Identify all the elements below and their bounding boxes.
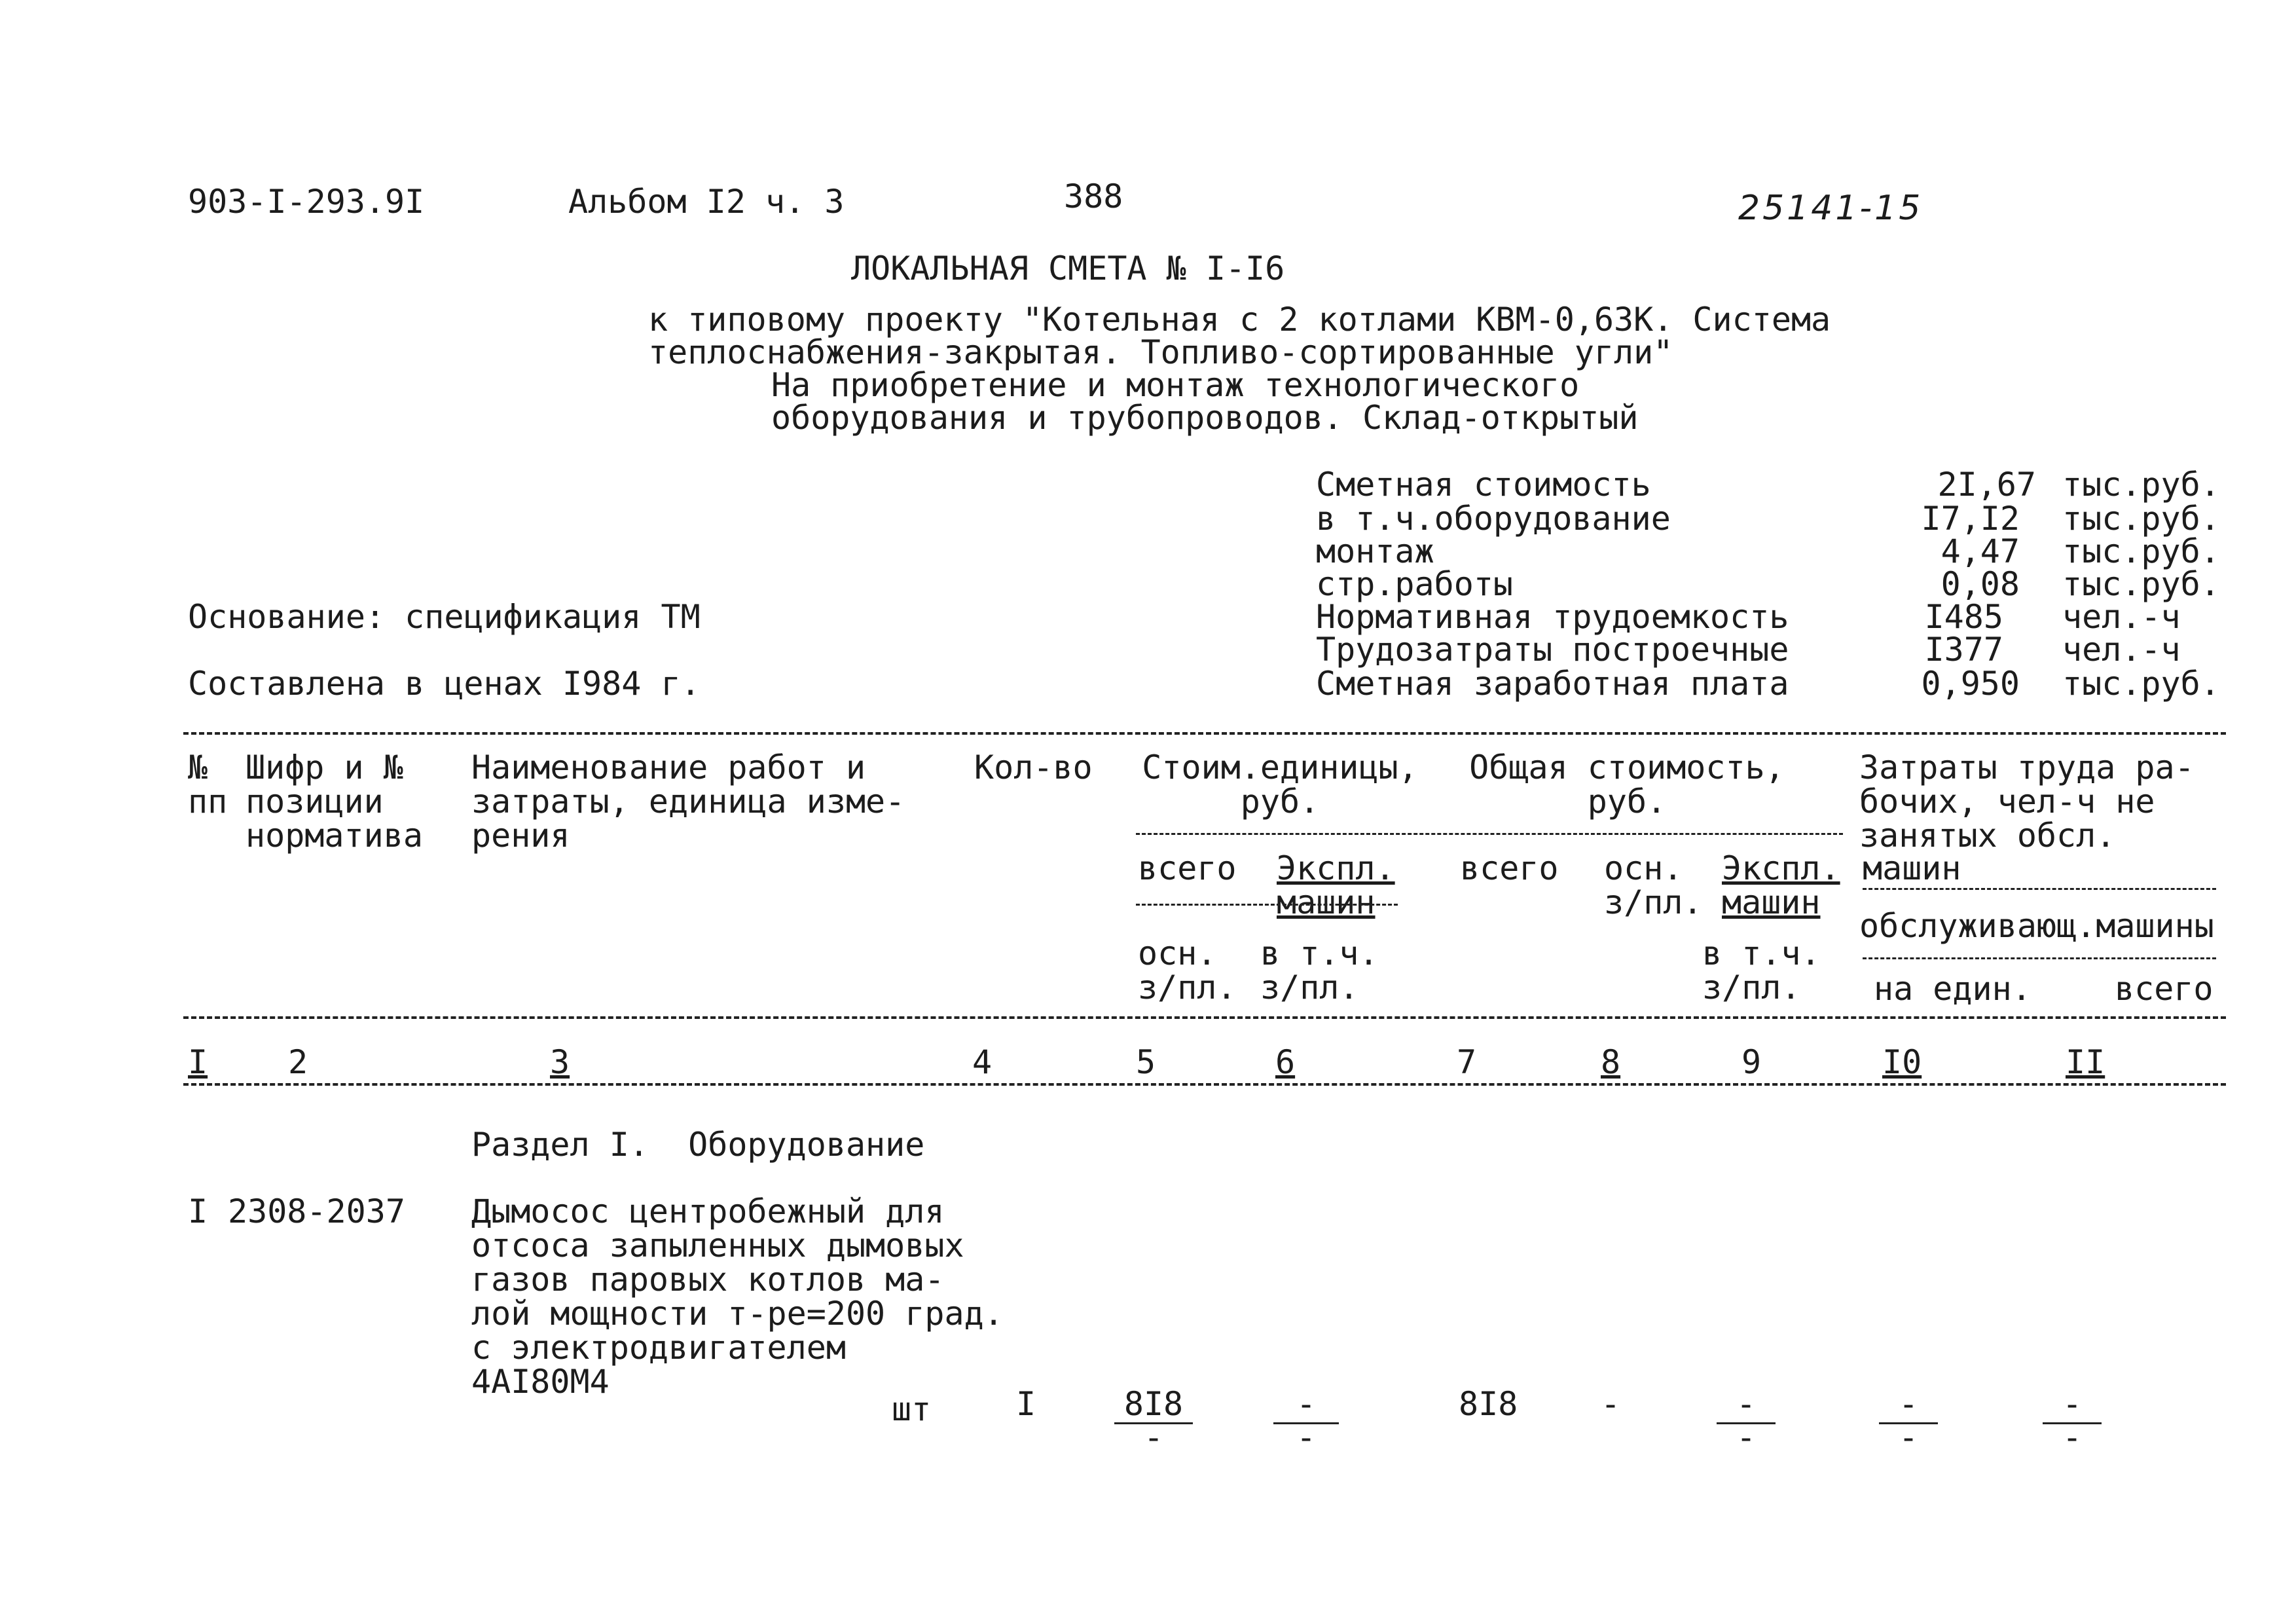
column-number: 7: [1457, 1043, 1477, 1081]
title-line-4: оборудования и трубопроводов. Склад-открытый: [771, 399, 1639, 437]
column-number: II: [2066, 1043, 2105, 1081]
labor-unit-value: -: [1879, 1387, 1938, 1424]
column-number: 2: [288, 1043, 308, 1081]
summary-label: монтаж: [1316, 532, 1434, 570]
column-numbers-rule: [183, 1083, 2226, 1086]
summary-value: 2I,67: [1937, 466, 2036, 504]
unit-cost-sub-rule: [1136, 904, 1398, 906]
unit-cost-expl-sub: -: [1296, 1418, 1317, 1456]
summary-unit: тыс.руб.: [2062, 532, 2220, 570]
col-header-vsego-1: всего: [1138, 849, 1237, 887]
summary-label: Сметная заработная плата: [1316, 665, 1789, 703]
col-header-num: № пп: [188, 748, 228, 821]
col-header-vsego-2: всего: [1460, 849, 1559, 887]
col-header-expl-2: Экспл. машин: [1722, 849, 1840, 921]
album-label: Альбом I2 ч. 3: [568, 183, 845, 221]
summary-value: 4,47: [1941, 532, 2020, 570]
summary-value: I485: [1924, 598, 2003, 636]
row-description: Дымосос центробежный для отсоса запыленных дымовых газов паровых котлов ма- лой мощности т-ре=200 град. с электродвигателем 4AI80M4: [471, 1192, 1004, 1401]
column-number: 3: [550, 1043, 570, 1081]
labor-total: [2043, 1385, 2102, 1456]
unit-cost-expl-value: -: [1273, 1387, 1339, 1424]
column-number: I0: [1882, 1043, 1922, 1081]
labor-total-value: -: [2043, 1387, 2102, 1424]
col-header-name: Наименование работ и затраты, единица изме- рения: [471, 748, 905, 855]
col-header-labor-machines: машин: [1863, 849, 1961, 887]
col-header-code: Шифр и № позиции норматива: [246, 748, 423, 855]
header-bottom-rule: [183, 1016, 2226, 1019]
total-expl-sub: -: [1736, 1418, 1757, 1456]
summary-label: Сметная стоимость: [1316, 466, 1651, 504]
col-header-total-cost: Общая стоимость, руб.: [1469, 748, 1785, 821]
summary-label: Трудозатраты построечные: [1316, 631, 1789, 669]
col-header-serving: обслуживающ.машины: [1859, 907, 2214, 945]
summary-unit: тыс.руб.: [2062, 665, 2220, 703]
summary-unit: тыс.руб.: [2062, 565, 2220, 603]
col-header-qty: Кол-во: [974, 748, 1093, 786]
labor-unit-sub: -: [1898, 1418, 1919, 1456]
basis-text: Основание: спецификация ТМ: [188, 598, 701, 636]
prices-text: Составлена в ценах I984 г.: [188, 665, 701, 703]
col-header-unit-cost: Стоим.единицы, руб.: [1142, 748, 1418, 821]
column-number: 4: [972, 1043, 993, 1081]
handwritten-number: 25141-15: [1738, 189, 1923, 228]
unit-cost-rule: [1136, 833, 1843, 835]
unit-cost-total-value: 8I8: [1114, 1387, 1193, 1424]
col-header-labor: Затраты труда ра- бочих, чел-ч не занятых обсл.: [1859, 748, 2195, 855]
col-header-vtch-1: в т.ч. з/пл.: [1260, 934, 1379, 1006]
labor-machines-rule: [1863, 888, 2216, 890]
labor-unit: [1879, 1385, 1938, 1456]
total-expl-value: -: [1717, 1387, 1776, 1424]
header-top-rule: [183, 732, 2226, 735]
summary-value: I7,I2: [1921, 500, 2020, 538]
col-header-per-unit: на един.: [1874, 970, 2032, 1008]
column-number: 6: [1275, 1043, 1296, 1081]
column-number: 5: [1136, 1043, 1156, 1081]
summary-value: 0,950: [1921, 665, 2020, 703]
col-header-vtch-2: в т.ч. з/пл.: [1702, 934, 1821, 1006]
title-line-1: к типовому проекту "Котельная с 2 котлами КВМ-0,63К. Система: [648, 301, 1831, 339]
col-header-osn-2: осн. з/пл.: [1604, 849, 1703, 921]
col-header-expl-1: Экспл. машин: [1277, 849, 1395, 921]
row-qty: I: [1016, 1385, 1036, 1423]
summary-label: Нормативная трудоемкость: [1316, 598, 1789, 636]
row-number: I: [188, 1192, 208, 1230]
unit-cost-total-sub: -: [1143, 1418, 1164, 1456]
page-number: 388: [1064, 177, 1123, 215]
row-total-osn: -: [1601, 1385, 1621, 1423]
summary-unit: тыс.руб.: [2062, 500, 2220, 538]
summary-label: в т.ч.оборудование: [1316, 500, 1671, 538]
title-line-3: На приобретение и монтаж технологического: [771, 366, 1580, 404]
unit-cost-expl: [1273, 1385, 1339, 1456]
col-header-osn-1: осн. з/пл.: [1138, 934, 1237, 1006]
column-number: 9: [1741, 1043, 1762, 1081]
section-title: Раздел I. Оборудование: [471, 1126, 925, 1164]
summary-unit: чел.-ч: [2062, 598, 2181, 636]
project-code: 903-I-293.9I: [188, 183, 425, 221]
summary-label: стр.работы: [1316, 565, 1514, 603]
title-line-2: теплоснабжения-закрытая. Топливо-сортированные угли": [648, 333, 1673, 371]
summary-unit: тыс.руб.: [2062, 466, 2220, 504]
row-code: 2308-2037: [228, 1192, 405, 1230]
summary-value: 0,08: [1941, 565, 2020, 603]
unit-cost-total: [1114, 1385, 1193, 1456]
column-number: 8: [1601, 1043, 1621, 1081]
row-total: 8I8: [1459, 1385, 1518, 1423]
row-unit: шт: [892, 1390, 932, 1428]
estimate-title: ЛОКАЛЬНАЯ СМЕТА № I-I6: [851, 249, 1285, 287]
serving-rule: [1863, 957, 2216, 959]
column-number: I: [188, 1043, 208, 1081]
col-header-labor-total: всего: [2115, 970, 2214, 1008]
summary-value: I377: [1924, 631, 2003, 669]
labor-total-sub: -: [2062, 1418, 2083, 1456]
total-expl: [1717, 1385, 1776, 1456]
summary-unit: чел.-ч: [2062, 631, 2181, 669]
